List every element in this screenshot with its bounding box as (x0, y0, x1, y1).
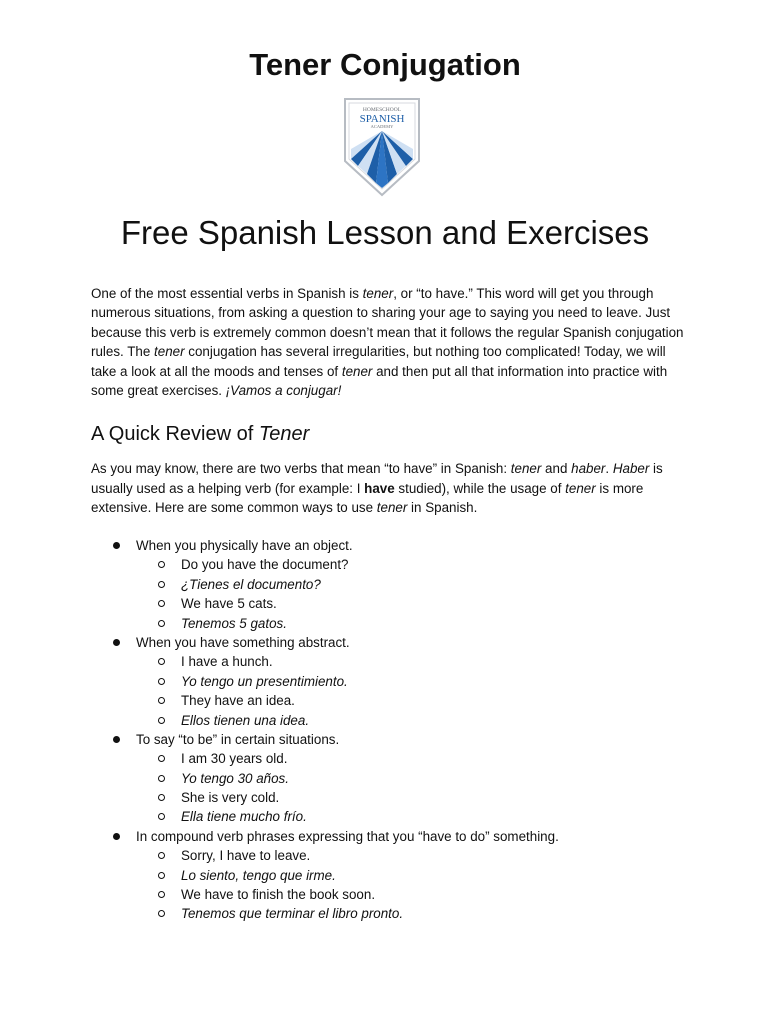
academy-logo-icon (343, 97, 421, 197)
circle-bullet-icon (158, 872, 165, 879)
example-item: Yo tengo 30 años. (136, 769, 691, 788)
list-item: When you have something abstract. I have a hunch. Yo tengo un presentimiento. They have an idea. Ellos tienen una idea. (91, 633, 691, 730)
example-item: Tenemos 5 gatos. (136, 614, 691, 633)
example-item: ¿Tienes el documento? (136, 575, 691, 594)
circle-bullet-icon (158, 755, 165, 762)
review-paragraph: As you may know, there are two verbs that mean “to have” in Spanish: tener and haber. Haber is usually used as a helping verb (for example: I have studied), while the usage of tener is more extensive. Here are some common ways to use tener in Spanish. (91, 461, 663, 516)
uses-list (91, 536, 691, 924)
circle-bullet-icon (158, 658, 165, 665)
example-item: Ella tiene mucho frío. (136, 807, 691, 826)
circle-bullet-icon (158, 813, 165, 820)
circle-bullet-icon (158, 600, 165, 607)
example-item: Do you have the document? (136, 555, 691, 574)
bullet-icon (113, 639, 120, 646)
circle-bullet-icon (158, 910, 165, 917)
example-item: Yo tengo un presentimiento. (136, 672, 691, 691)
circle-bullet-icon (158, 561, 165, 568)
example-item: They have an idea. (136, 691, 691, 710)
list-item: In compound verb phrases expressing that you “have to do” something. Sorry, I have to leave. Lo siento, tengo que irme. We have to finish the book soon. Tenemos que terminar el libro pronto. (91, 827, 691, 924)
example-item: I am 30 years old. (136, 749, 691, 768)
example-item: Lo siento, tengo que irme. (136, 866, 691, 885)
intro-paragraph: One of the most essential verbs in Spanish is tener, or “to have.” This word will get you through numerous situations, from asking a question to sharing your age to saying you need to leave. Just because this verb is extremely common doesn’t mean that it follows the regular Spanish conjugation rules. The tener conjugation has several irregularities, but nothing too complicated! Today, we will take a look at all the moods and tenses of tener and then put all that information into practice with some great exercises. ¡Vamos a conjugar! (91, 286, 684, 399)
example-item: Tenemos que terminar el libro pronto. (136, 904, 691, 923)
bullet-icon (113, 833, 120, 840)
bullet-icon (113, 736, 120, 743)
example-item: Ellos tienen una idea. (136, 711, 691, 730)
circle-bullet-icon (158, 891, 165, 898)
logo-text-bottom: ACADEMY (370, 124, 394, 129)
example-item: Sorry, I have to leave. (136, 846, 691, 865)
example-item: She is very cold. (136, 788, 691, 807)
logo-text-main: SPANISH (359, 113, 405, 125)
example-item: I have a hunch. (136, 652, 691, 671)
circle-bullet-icon (158, 717, 165, 724)
section-heading: A Quick Review of Tener (91, 423, 310, 445)
example-item: We have to finish the book soon. (136, 885, 691, 904)
list-item: To say “to be” in certain situations. I am 30 years old. Yo tengo 30 años. She is very cold. Ella tiene mucho frío. (91, 730, 691, 827)
circle-bullet-icon (158, 678, 165, 685)
page-title: Tener Conjugation (249, 47, 521, 82)
list-item: When you physically have an object. Do you have the document? ¿Tienes el documento? We have 5 cats. Tenemos 5 gatos. (91, 536, 691, 633)
circle-bullet-icon (158, 852, 165, 859)
lesson-subtitle: Free Spanish Lesson and Exercises (120, 214, 650, 251)
circle-bullet-icon (158, 794, 165, 801)
circle-bullet-icon (158, 620, 165, 627)
bullet-icon (113, 542, 120, 549)
logo-text-top: HOMESCHOOL (362, 107, 402, 113)
intro-closing: ¡Vamos a conjugar! (225, 383, 342, 399)
circle-bullet-icon (158, 697, 165, 704)
example-item: We have 5 cats. (136, 594, 691, 613)
circle-bullet-icon (158, 775, 165, 782)
circle-bullet-icon (158, 581, 165, 588)
